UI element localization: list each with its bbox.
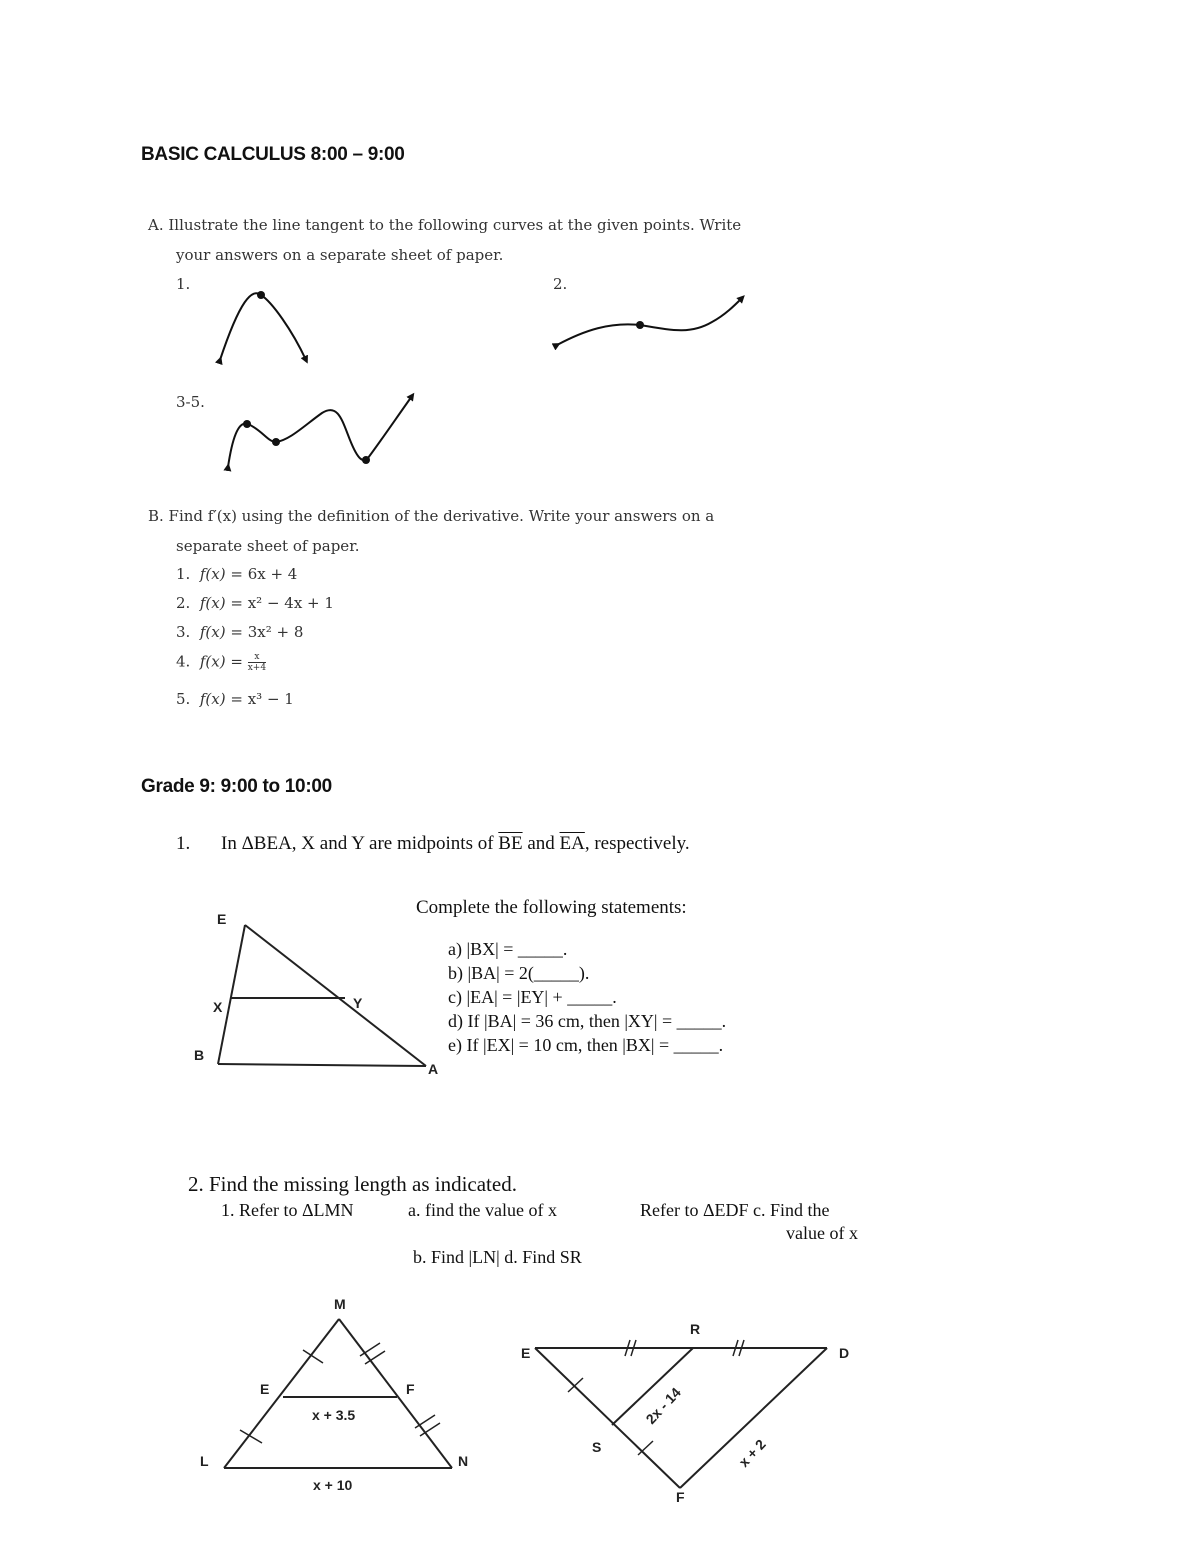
label-n: N <box>458 1453 469 1469</box>
label-edf-f: F <box>676 1489 685 1505</box>
label-b: B <box>194 1047 205 1063</box>
statement-d: d) If |BA| = 36 cm, then |XY| = _____. <box>448 1011 727 1031</box>
q2-title: 2. Find the missing length as indicated. <box>188 1172 517 1196</box>
label-d: D <box>839 1345 850 1361</box>
q2-sub-1: 1. Refer to ΔLMN <box>221 1200 354 1220</box>
q2-sub-5: b. Find |LN| d. Find SR <box>413 1247 582 1267</box>
grade9-title: Grade 9: 9:00 to 10:00 <box>141 776 332 797</box>
label-lmn-e: E <box>260 1381 270 1397</box>
label-m: M <box>334 1296 346 1312</box>
part-a-instruction-line2: your answers on a separate sheet of paper. <box>176 246 504 264</box>
label-a: A <box>428 1061 439 1077</box>
curve-2-label: 2. <box>553 275 568 293</box>
fraction: $\frac{x}{x+4}$ <box>247 652 267 673</box>
statement-b: b) |BA| = 2(_____). <box>448 963 590 983</box>
q2-sub-2: a. find the value of x <box>408 1200 557 1220</box>
label-x: X <box>213 999 223 1015</box>
label-sr: 2x - 14 <box>642 1384 684 1428</box>
label-mid-segment: x + 3.5 <box>312 1407 356 1423</box>
statement-a: a) |BX| = _____. <box>448 939 568 959</box>
part-a-instruction-line1: A. Illustrate the line tangent to the following curves at the given points. Write <box>148 216 742 234</box>
label-l: L <box>200 1453 209 1469</box>
label-y: Y <box>353 995 363 1011</box>
part-b-item-5: 5. f(x) = x³ − 1 <box>176 690 294 708</box>
label-r: R <box>690 1321 701 1337</box>
part-b-item-3: 3. f(x) = 3x² + 8 <box>176 623 304 641</box>
part-b-item-1: 1. f(x) = 6x + 4 <box>176 565 298 583</box>
part-b-instruction-line1: B. Find f′(x) using the definition of the derivative. Write your answers on a <box>148 507 715 525</box>
q2-sub-3: Refer to ΔEDF c. Find the <box>640 1200 830 1220</box>
statement-e: e) If |EX| = 10 cm, then |BX| = _____. <box>448 1035 724 1055</box>
q1-number: 1. <box>176 833 191 854</box>
label-edf-e: E <box>521 1345 531 1361</box>
curve-1-label: 1. <box>176 275 191 293</box>
label-lmn-f: F <box>406 1381 415 1397</box>
part-b-item-2: 2. f(x) = x² − 4x + 1 <box>176 594 334 612</box>
part-b-instruction-line2: separate sheet of paper. <box>176 537 360 555</box>
complete-statements-heading: Complete the following statements: <box>416 897 687 918</box>
q1-text: In ΔBEA, X and Y are midpoints of $\overline{BE}$ and $\overline{EA}$, respectively. <box>221 833 690 854</box>
q2-sub-4: value of x <box>786 1223 858 1243</box>
statement-c: c) |EA| = |EY| + _____. <box>448 987 617 1007</box>
curve-3-5-label: 3-5. <box>176 393 205 411</box>
calculus-title: BASIC CALCULUS 8:00 – 9:00 <box>141 144 405 165</box>
label-s: S <box>592 1439 602 1455</box>
label-fd: x + 2 <box>735 1436 769 1471</box>
label-base: x + 10 <box>313 1477 353 1493</box>
label-e: E <box>217 911 227 927</box>
part-b-item-4: 4. f(x) = $\frac{x}{x+4}$ <box>176 652 267 673</box>
